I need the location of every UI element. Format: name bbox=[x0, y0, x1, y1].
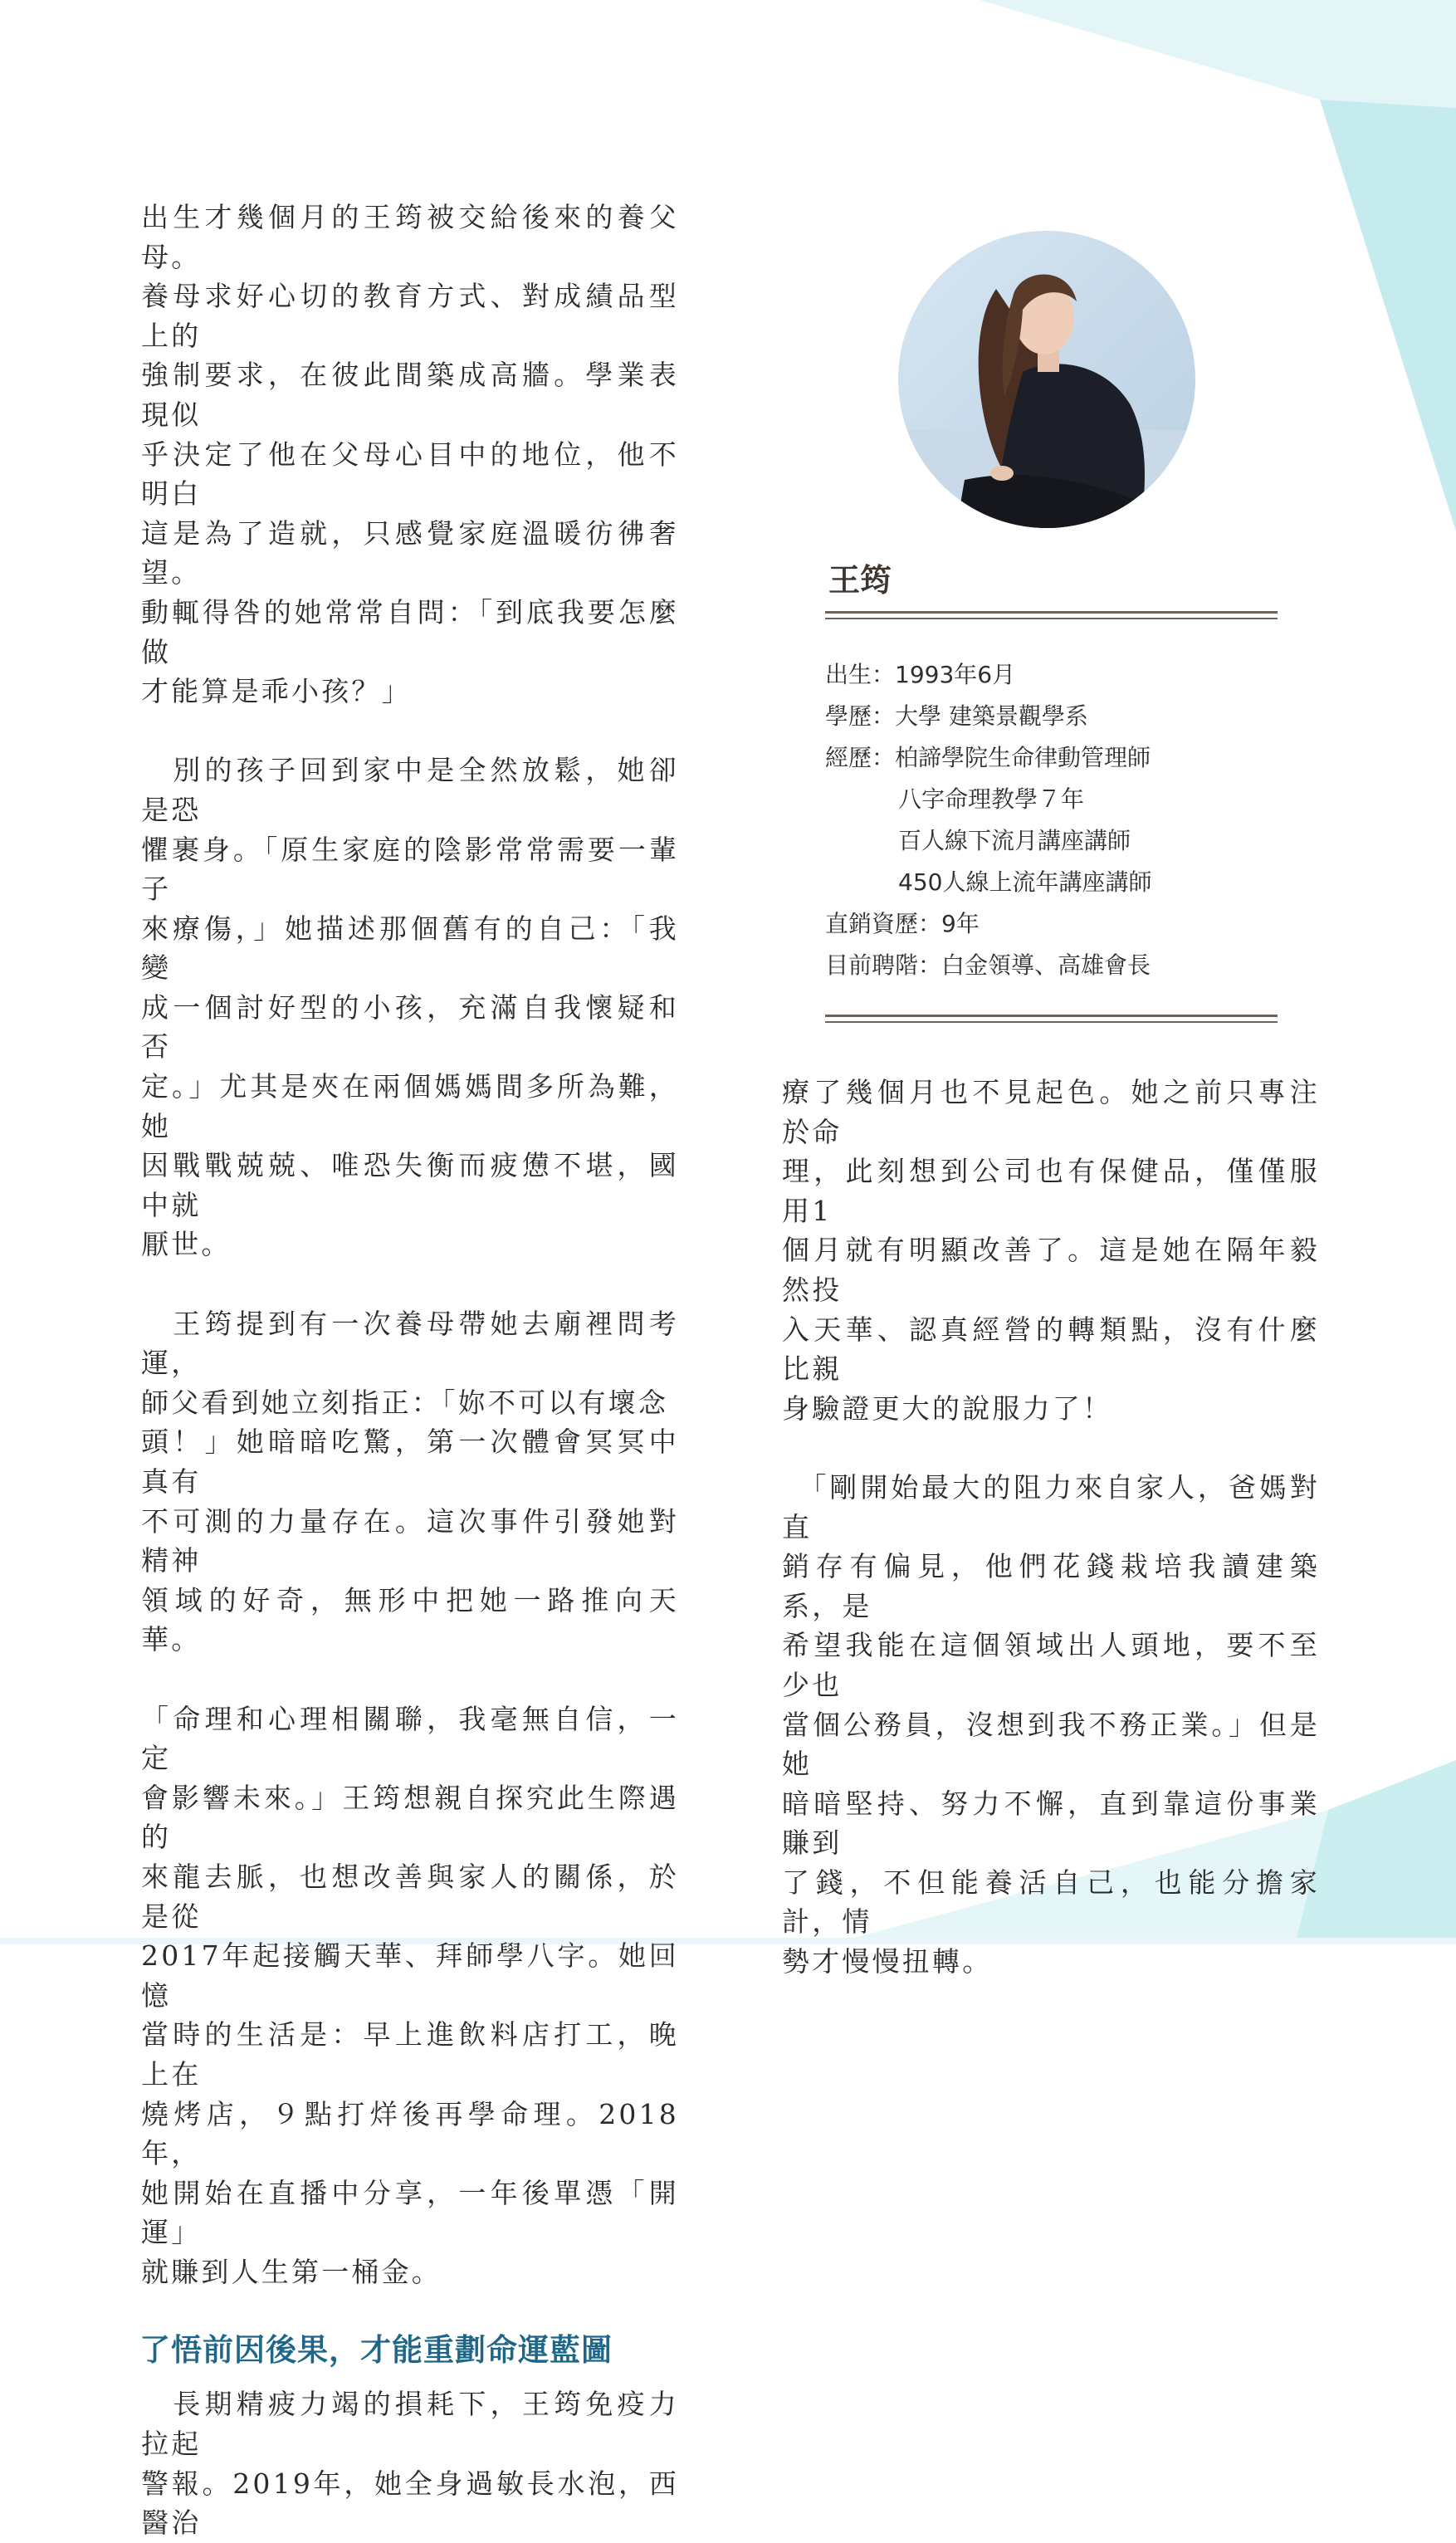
profile-line-experience: 經歷：柏諦學院生命律動管理師 bbox=[825, 744, 1151, 771]
article-paragraph: 別的孩子回到家中是全然放鬆，她卻是恐 懼裹身。「原生家庭的陰影常常需要一輩子 來療傷，」她描述那個舊有的自己：「我變 成一個討好型的小孩，充滿自我懷疑和否 定。」尤其是夾在兩個媽媽間多所為難，她 因戰戰兢兢、唯恐失衡而疲憊不堪，國中就 厭世。 bbox=[141, 754, 679, 1261]
article-paragraph: 王筠提到有一次養母帶她去廟裡問考運， 師父看到她立刻指正：「妳不可以有壞念 頭！」她暗暗吃驚，第一次體會冥冥中真有 不可測的力量存在。這次事件引發她對精神 領域的好奇，無形中把她一路推向天華。 bbox=[141, 1307, 679, 1656]
profile-line-experience-2: 八字命理教學７年 bbox=[898, 785, 1085, 813]
divider bbox=[825, 611, 1278, 619]
right-column bbox=[782, 1073, 1320, 1982]
profile-card bbox=[825, 555, 1278, 1023]
profile-name: 王筠 bbox=[828, 562, 892, 599]
portrait-photo-icon bbox=[898, 231, 1195, 528]
article-paragraph: 療了幾個月也不見起色。她之前只專注於命 理，此刻想到公司也有保健品，僅僅服用1 個月就有明顯改善了。這是她在隔年毅然投 入天華、認真經營的轉類點，沒有什麼比親 身驗證更大的說服力了！ bbox=[782, 1076, 1320, 1425]
article-paragraph: 長期精疲力竭的損耗下，王筠免疫力拉起 警報。2019年，她全身過敏長水泡，西醫治 bbox=[141, 2388, 679, 2540]
profile-line-experience-4: 450人線上流年講座講師 bbox=[898, 868, 1152, 896]
article-paragraph: 「剛開始最大的阻力來自家人，爸媽對直 銷存有偏見，他們花錢栽培我讀建築系，是 希望我能在這個領域出人頭地，要不至少也 當個公務員，沒想到我不務正業。」但是她 暗暗堅持、努力不懈，直到靠這份事業賺到 了錢，不但能養活自己，也能分擔家計，情 勢才慢慢扭轉。 bbox=[782, 1470, 1320, 1978]
profile-details bbox=[825, 654, 1278, 986]
article-paragraph: 「命理和心理相關聯，我毫無自信，一定 會影響未來。」王筠想親自探究此生際遇的 來龍去脈，也想改善與家人的關係，於是從 2017年起接觸天華、拜師學八字。她回憶 當時的生活是：早上進飲料店打工，晚上在 燒烤店，９點打烊後再學命理。2018年， 她開始在直播中分享，一年後單憑「開運」 就賺到人生第一桶金。 bbox=[141, 1702, 679, 2288]
profile-line-education: 學歷：大學 建築景觀學系 bbox=[825, 702, 1088, 730]
section-heading: 了悟前因後果，才能重劃命運藍圖 bbox=[139, 2332, 613, 2369]
divider bbox=[825, 1015, 1278, 1023]
profile-line-tenure: 直銷資歷：9年 bbox=[825, 910, 980, 937]
profile-line-experience-3: 百人線下流月講座講師 bbox=[898, 827, 1131, 854]
profile-line-birth: 出生：1993年6月 bbox=[825, 661, 1016, 688]
article-paragraph: 出生才幾個月的王筠被交給後來的養父母。 養母求好心切的教育方式、對成績品型上的 強制要求，在彼此間築成高牆。學業表現似 乎決定了他在父母心目中的地位，他不明白 這是為了造就，只感覺家庭溫暖彷彿奢望。 動輒得咎的她常常自問：「到底我要怎麼做 才能算是乖小孩？」 bbox=[141, 201, 679, 708]
left-column bbox=[141, 198, 679, 2543]
profile-line-rank: 目前聘階：白金領導、高雄會長 bbox=[825, 951, 1151, 979]
